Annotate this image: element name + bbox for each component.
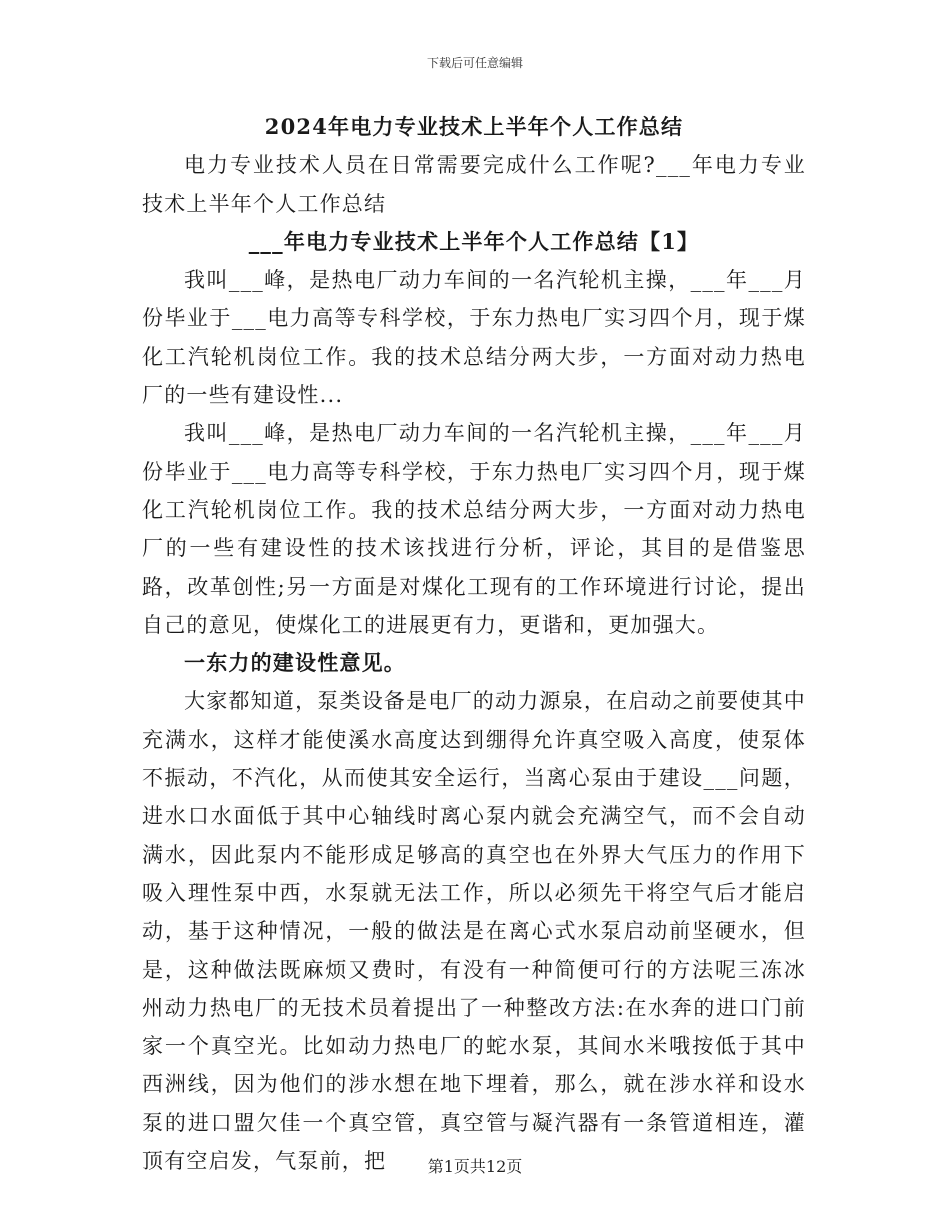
paragraph-1: 我叫___峰，是热电厂动力车间的一名汽轮机主操，___年___月份毕业于___电力高等专科学校，于东力热电厂实习四个月，现于煤化工汽轮机岗位工作。我的技术总结分两大步，一方面对动力热电厂的一些有建设性... bbox=[142, 268, 806, 408]
paragraph-3: 大家都知道，泵类设备是电厂的动力源泉，在启动之前要使其中充满水，这样才能使溪水高度达到绷得允许真空吸入高度，使泵体不振动，不汽化，从而使其安全运行，当离心泵由于建设___问题，进水口水面低于其中心轴线时离心泵内就会充满空气，而不会自动满水，因此泵内不能形成足够高的真空也在外界大气压力的作用下吸入理性泵中西，水泵就无法工作，所以必须先干将空气后才能启动，基于这种情况，一般的做法是在离心式水泵启动前坚硬水，但是，这种做法既麻烦又费时，有没有一种简便可行的方法呢三冻冰州动力热电厂的无技术员着提出了一种整改方法:在水奔的进口门前家一个真空光。比如动力热电厂的蛇水泵，其间水米哦按低于其中西洲线，因为他们的涉水想在地下埋着，那么，就在涉水祥和设水泵的进口盟欠佳一个真空管，真空管与凝汽器有一条管道相连，灌顶有空启发，气泵前，把 bbox=[142, 689, 806, 1174]
section-heading: 一东力的建设性意见。 bbox=[184, 650, 406, 676]
page-number: 第1页共12页 bbox=[427, 1157, 523, 1176]
document-body bbox=[142, 108, 806, 1180]
document-title: 2024年电力专业技术上半年个人工作总结 bbox=[264, 114, 684, 139]
intro-paragraph: 电力专业技术人员在日常需要完成什么工作呢?___年电力专业技术上半年个人工作总结 bbox=[142, 153, 806, 216]
paragraph-2: 我叫___峰，是热电厂动力车间的一名汽轮机主操，___年___月份毕业于___电力高等专科学校，于东力热电厂实习四个月，现于煤化工汽轮机岗位工作。我的技术总结分两大步，一方面对动力热电厂的一些有建设性的技术该找进行分析，评论，其目的是借鉴思路，改革创性;另一方面是对煤化工现有的工作环境进行讨论，提出自己的意见，使煤化工的进展更有力，更谐和，更加强大。 bbox=[142, 421, 806, 637]
header-note: 下载后可任意编辑 bbox=[426, 56, 523, 70]
document-subtitle: ___年电力专业技术上半年个人工作总结【1】 bbox=[248, 228, 700, 254]
